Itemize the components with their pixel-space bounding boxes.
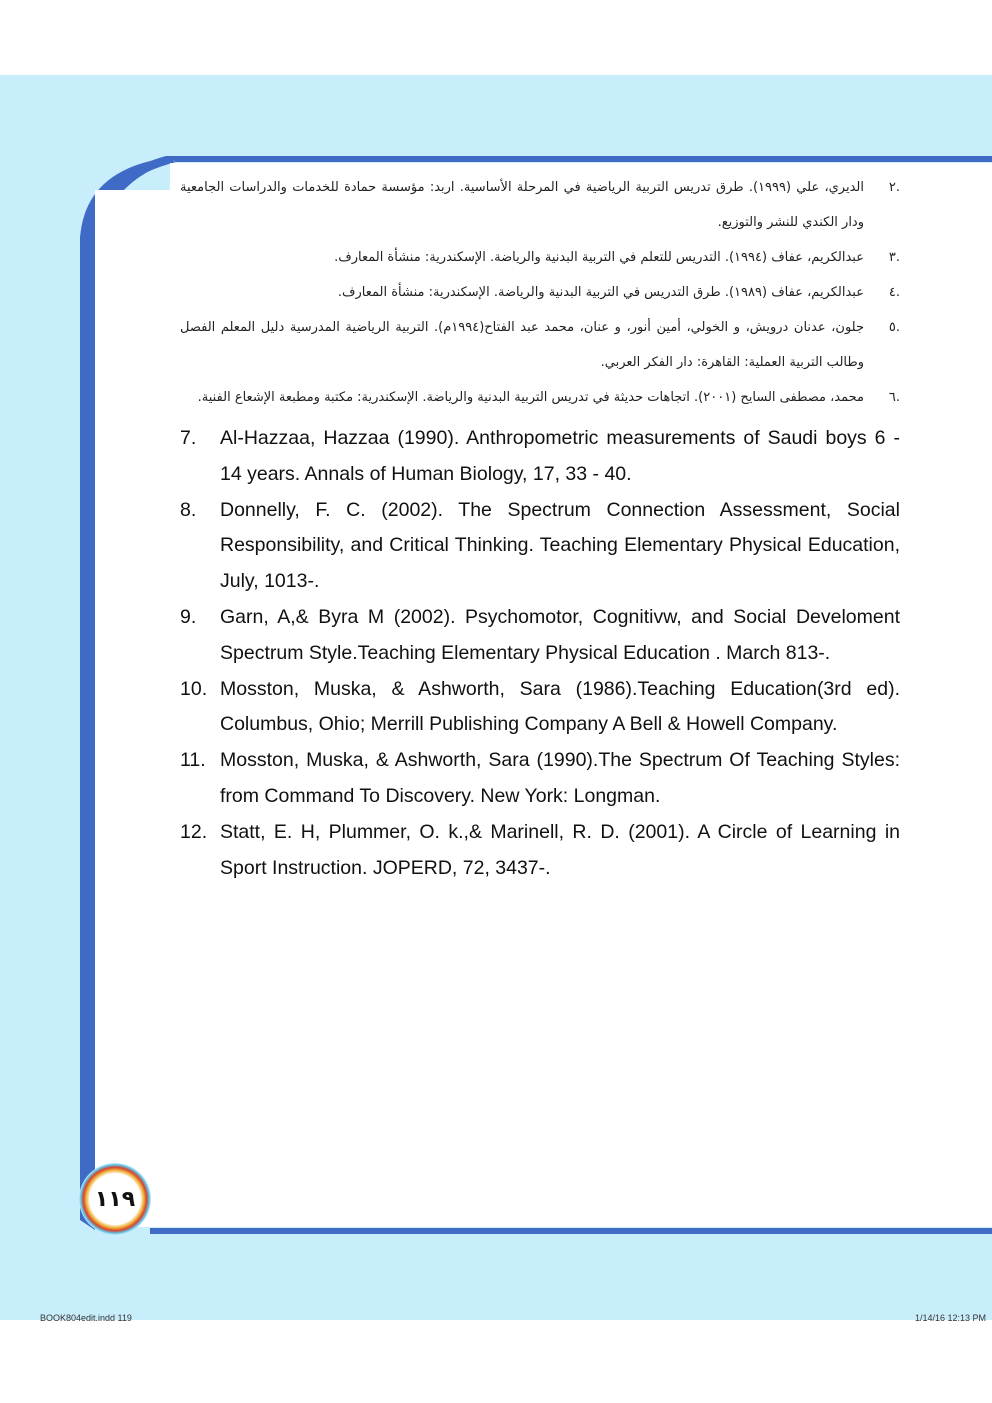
reference-number: .٦ xyxy=(888,390,900,405)
reference-number: .٥ xyxy=(888,320,900,335)
reference-item xyxy=(180,815,900,887)
english-references xyxy=(180,421,900,886)
references-content xyxy=(180,170,900,886)
reference-item xyxy=(180,275,900,310)
reference-item xyxy=(180,240,900,275)
reference-number: .٤ xyxy=(888,285,900,300)
reference-text: Garn, A,& Byra M (2002). Psychomotor, Cognitivw, and Social Develoment Spectrum Style.Teaching Elementary Physical Education . March 813-. xyxy=(220,605,900,664)
frame-top-rule xyxy=(166,156,992,162)
reference-item xyxy=(180,380,900,415)
reference-item xyxy=(180,672,900,744)
reference-text: عبدالكريم، عفاف (١٩٩٤). التدريس للتعلم في التربية البدنية والرياضة. الإسكندرية: منشأة المعارف. xyxy=(334,250,864,265)
reference-number: 8. xyxy=(180,498,197,521)
frame-left-bar xyxy=(80,236,95,1230)
reference-text: Mosston, Muska, & Ashworth, Sara (1986).Teaching Education(3rd ed). Columbus, Ohio; Merrill Publishing Company A Bell & Howell Company. xyxy=(220,677,900,736)
frame-bottom-rule xyxy=(150,1228,992,1234)
page-number: ١١٩ xyxy=(94,1186,136,1212)
reference-number: 11. xyxy=(180,749,206,772)
reference-number: 9. xyxy=(180,605,197,628)
footer-file-info: BOOK804edit.indd 119 xyxy=(40,1313,132,1323)
reference-item xyxy=(180,170,900,240)
reference-item xyxy=(180,493,900,600)
reference-number: 10. xyxy=(180,677,208,700)
reference-text: Donnelly, F. C. (2002). The Spectrum Connection Assessment, Social Responsibility, and Critical Thinking. Teaching Elementary Physical Education, July, 1013-. xyxy=(220,498,900,593)
reference-item xyxy=(180,421,900,493)
reference-text: Statt, E. H, Plummer, O. k.,& Marinell, R. D. (2001). A Circle of Learning in Sport Instruction. JOPERD, 72, 3437-. xyxy=(220,820,900,879)
reference-item xyxy=(180,310,900,380)
reference-number: .٣ xyxy=(888,250,900,265)
reference-text: عبدالكريم، عفاف (١٩٨٩). طرق التدريس في التربية البدنية والرياضة. الإسكندرية: منشأة المعارف. xyxy=(337,285,864,300)
reference-item xyxy=(180,600,900,672)
reference-number: .٢ xyxy=(888,180,900,195)
footer-timestamp: 1/14/16 12:13 PM xyxy=(914,1313,986,1323)
reference-number: 12. xyxy=(180,820,208,843)
reference-text: Mosston, Muska, & Ashworth, Sara (1990).The Spectrum Of Teaching Styles: from Command To Discovery. New York: Longman. xyxy=(220,749,900,807)
arabic-references xyxy=(180,170,900,415)
reference-number: 7. xyxy=(180,427,197,449)
reference-text: الديري، علي (١٩٩٩). طرق تدريس التربية الرياضية في المرحلة الأساسية. اربد: مؤسسة حمادة للخدمات والدراسات الجامعية ودار الكندي للنشر والتوزيع. xyxy=(180,180,864,230)
reference-text: محمد، مصطفى السايح (٢٠٠١). اتجاهات حديثة في تدريس التربية البدنية والرياضة. الإسكندرية: مكتبة ومطبعة الإشعاع الفنية. xyxy=(197,390,864,405)
reference-text: جلون، عدنان درويش، و الخولي، أمين أنور، و عنان، محمد عبد الفتاح(١٩٩٤م). التربية الرياضية المدرسية دليل المعلم الفصل وطالب التربية العملية: القاهرة: دار الفكر العربي. xyxy=(180,320,865,370)
reference-text: Al-Hazzaa, Hazzaa (1990). Anthropometric measurements of Saudi boys 6 - 14 years. Annals of Human Biology, 17, 33 - 40. xyxy=(220,427,900,485)
reference-item xyxy=(180,743,900,815)
